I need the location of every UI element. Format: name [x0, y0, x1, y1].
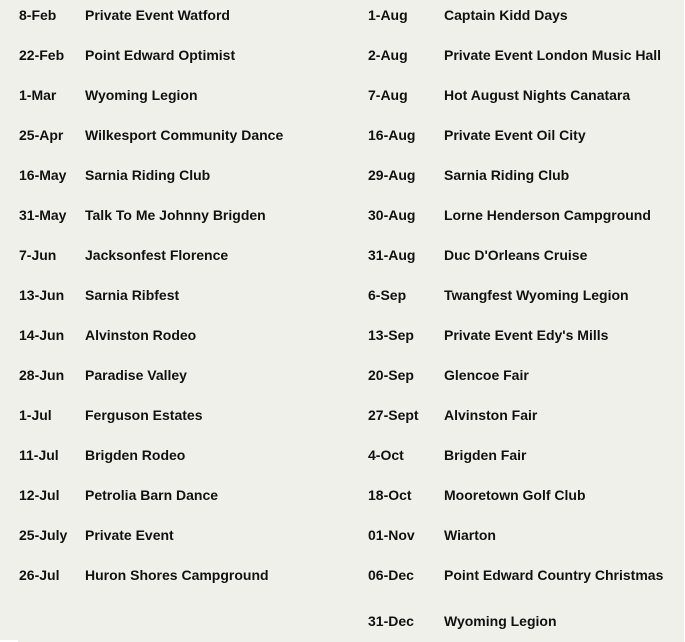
event-date: 27-Sept [368, 407, 419, 423]
event-name: Duc D'Orleans Cruise [444, 247, 588, 263]
event-date: 13-Jun [19, 287, 65, 303]
event-date: 31-Aug [368, 247, 416, 263]
event-name: Wyoming Legion [444, 613, 557, 629]
event-date: 06-Dec [368, 567, 414, 583]
event-name: Twangfest Wyoming Legion [444, 287, 629, 303]
event-date: 25-Apr [19, 127, 64, 143]
event-date: 29-Aug [368, 167, 416, 183]
event-name: Jacksonfest Florence [85, 247, 229, 263]
event-date: 25-July [19, 527, 68, 543]
event-date: 1-Jul [19, 407, 52, 423]
event-name: Alvinston Fair [444, 407, 538, 423]
event-date: 31-May [19, 207, 67, 223]
event-date: 6-Sep [368, 287, 407, 303]
event-name: Private Event Edy's Mills [444, 327, 609, 343]
event-date: 01-Nov [368, 527, 415, 543]
event-name: Sarnia Ribfest [85, 287, 180, 303]
event-date: 16-May [19, 167, 67, 183]
event-name: Brigden Fair [444, 447, 527, 463]
event-date: 30-Aug [368, 207, 416, 223]
event-name: Wilkesport Community Dance [85, 127, 284, 143]
event-date: 16-Aug [368, 127, 416, 143]
event-name: Private Event Watford [85, 7, 230, 23]
event-name: Alvinston Rodeo [85, 327, 197, 343]
event-name: Private Event London Music Hall [444, 47, 662, 63]
event-date: 7-Aug [368, 87, 408, 103]
event-date: 7-Jun [19, 247, 57, 263]
event-name: Lorne Henderson Campground [444, 207, 651, 223]
event-name: Brigden Rodeo [85, 447, 186, 463]
event-date: 22-Feb [19, 47, 65, 63]
event-name: Sarnia Riding Club [85, 167, 211, 183]
event-date: 1-Mar [19, 87, 57, 103]
event-name: Hot August Nights Canatara [444, 87, 631, 103]
event-date: 28-Jun [19, 367, 65, 383]
event-date: 2-Aug [368, 47, 408, 63]
event-date: 11-Jul [19, 447, 59, 463]
event-name: Private Event Oil City [444, 127, 586, 143]
event-name: Mooretown Golf Club [444, 487, 586, 503]
event-name: Petrolia Barn Dance [85, 487, 219, 503]
event-date: 18-Oct [368, 487, 412, 503]
event-date: 12-Jul [19, 487, 60, 503]
event-name: Sarnia Riding Club [444, 167, 570, 183]
event-name: Private Event [85, 527, 174, 543]
event-name: Ferguson Estates [85, 407, 203, 423]
event-name: Point Edward Country Christmas [444, 567, 664, 583]
event-date: 4-Oct [368, 447, 404, 463]
event-date: 13-Sep [368, 327, 414, 343]
event-name: Huron Shores Campground [85, 567, 269, 583]
event-date: 26-Jul [19, 567, 60, 583]
event-date: 8-Feb [19, 7, 57, 23]
event-name: Wiarton [444, 527, 496, 543]
event-date: 31-Dec [368, 613, 414, 629]
event-name: Wyoming Legion [85, 87, 198, 103]
event-name: Point Edward Optimist [85, 47, 236, 63]
event-name: Paradise Valley [85, 367, 187, 383]
event-date: 1-Aug [368, 7, 408, 23]
event-name: Talk To Me Johnny Brigden [85, 207, 266, 223]
event-date: 14-Jun [19, 327, 65, 343]
event-date: 20-Sep [368, 367, 414, 383]
event-name: Captain Kidd Days [444, 7, 568, 23]
event-name: Glencoe Fair [444, 367, 529, 383]
